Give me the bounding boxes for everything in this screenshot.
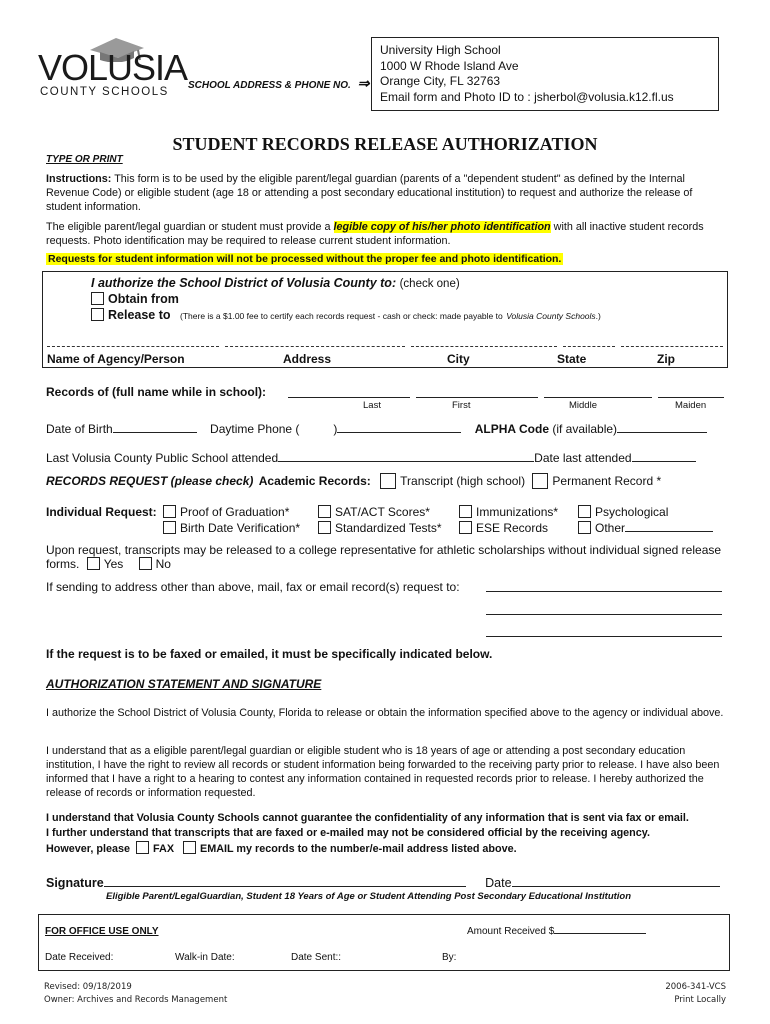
sat-act-checkbox[interactable] bbox=[318, 505, 331, 518]
birth-date-checkbox[interactable] bbox=[163, 521, 176, 534]
individual-col-1: Proof of Graduation* Birth Date Verification* bbox=[163, 504, 300, 536]
auth-bold-block: I understand that Volusia County Schools cannot guarantee the confidentiality of any information that is sent via fax or email. I further understand that transcripts that are faxed or e-mailed may not be considered official by the receiving agency. However, please FAX EMAIL my records to the number/e-mail address listed above. bbox=[46, 812, 689, 855]
label-last: Last bbox=[363, 400, 381, 411]
signature-note: Eligible Parent/LegalGuardian, Student 18 Years of Age or Student Attending Post Secondary Educational Institution bbox=[106, 891, 632, 902]
release-option[interactable]: Release to (There is a $1.00 fee to certify each records request - cash or check: made payable to Volusia County Schools.) bbox=[91, 308, 601, 322]
obtain-checkbox[interactable] bbox=[91, 292, 104, 305]
other-checkbox[interactable] bbox=[578, 521, 591, 534]
sending-other-label: If sending to address other than above, mail, fax or email record(s) request to: bbox=[46, 580, 460, 594]
fax-checkbox[interactable] bbox=[136, 841, 149, 854]
athletic-paragraph: Upon request, transcripts may be released to a college representative for athletic scholarships without individual signed release forms. Yes No bbox=[46, 543, 722, 571]
label-first: First bbox=[452, 400, 471, 411]
footer-left: Revised: 09/18/2019 Owner: Archives and Records Management bbox=[44, 982, 228, 1005]
individual-request-label: Individual Request: bbox=[46, 505, 157, 519]
auth-paragraph-1: I authorize the School District of Volusia County, Florida to release or obtain the information specified above to the agency or individual above. bbox=[46, 707, 724, 719]
walkin-date: Walk-in Date: bbox=[175, 952, 235, 963]
footer-right: 2006-341-VCS Print Locally bbox=[665, 982, 726, 1005]
address-line: Orange City, FL 32763 bbox=[380, 74, 501, 88]
amount-field[interactable] bbox=[554, 933, 646, 934]
authorize-lead: I authorize the School District of Volusia County to: (check one) bbox=[91, 276, 460, 290]
photo-id-paragraph: The eligible parent/legal guardian or student must provide a legible copy of his/her photo identification with all inactive student records requests. Photo identification may be required to release current student information. bbox=[46, 221, 704, 247]
no-checkbox[interactable] bbox=[139, 557, 152, 570]
label-maiden: Maiden bbox=[675, 400, 707, 411]
col-city: City bbox=[447, 352, 470, 366]
col-zip: Zip bbox=[657, 352, 675, 366]
dob-row: Date of Birth Daytime Phone ( ) ALPHA Code (if available) bbox=[46, 422, 707, 436]
signature-field[interactable] bbox=[104, 886, 466, 887]
office-heading: FOR OFFICE USE ONLY bbox=[45, 926, 159, 937]
date-last-field[interactable] bbox=[632, 461, 696, 462]
permanent-record-checkbox[interactable] bbox=[532, 473, 548, 489]
address-line: 1000 W Rhode Island Ave bbox=[380, 58, 519, 73]
phone-field[interactable] bbox=[337, 432, 461, 433]
release-checkbox[interactable] bbox=[91, 308, 104, 321]
individual-col-4: Psychological Other bbox=[578, 504, 713, 536]
proof-graduation-checkbox[interactable] bbox=[163, 505, 176, 518]
last-school-field[interactable] bbox=[278, 461, 534, 462]
logo-county-schools: COUNTY SCHOOLS bbox=[40, 86, 169, 98]
standardized-checkbox[interactable] bbox=[318, 521, 331, 534]
ese-checkbox[interactable] bbox=[459, 521, 472, 534]
label-middle: Middle bbox=[569, 400, 597, 411]
individual-col-2: SAT/ACT Scores* Standardized Tests* bbox=[318, 504, 442, 536]
by-label: By: bbox=[442, 952, 457, 963]
fee-notice: Requests for student information will not be processed without the proper fee and photo identification. bbox=[48, 253, 562, 265]
type-or-print: TYPE OR PRINT bbox=[46, 154, 123, 165]
alpha-code-field[interactable] bbox=[617, 432, 707, 433]
date-sent: Date Sent:: bbox=[291, 952, 342, 963]
photo-id-highlight: legible copy of his/her photo identification bbox=[333, 221, 551, 233]
form-title: STUDENT RECORDS RELEASE AUTHORIZATION bbox=[172, 134, 598, 154]
records-of-label: Records of (full name while in school): bbox=[46, 385, 267, 399]
signature-row: Signature Date bbox=[46, 876, 720, 890]
col-address: Address bbox=[283, 352, 332, 366]
full-name-field[interactable] bbox=[288, 397, 724, 398]
office-use-box bbox=[38, 914, 730, 971]
school-address-box bbox=[371, 37, 719, 111]
date-received: Date Received: bbox=[45, 952, 114, 963]
auth-paragraph-2: I understand that as a eligible parent/legal guardian or eligible student who is 18 years of age or attending a post secondary education institution, I have the right to review all records or student information being forwarded to the receiving party prior to release. I have also been informed that I have a right to a hearing to contest any information contained in requested records prior to release. I hereby authorized the release of records or information requested. bbox=[46, 745, 720, 799]
email-checkbox[interactable] bbox=[183, 841, 196, 854]
school-address-label: SCHOOL ADDRESS & PHONE NO. ⇒ bbox=[188, 75, 370, 91]
yes-checkbox[interactable] bbox=[87, 557, 100, 570]
sending-address-line-3[interactable] bbox=[486, 636, 722, 637]
sending-address-line-2[interactable] bbox=[486, 614, 722, 615]
fax-email-note: If the request is to be faxed or emailed, it must be specifically indicated below. bbox=[46, 647, 493, 661]
address-line: University High School bbox=[380, 43, 501, 57]
dob-field[interactable] bbox=[113, 432, 197, 433]
sending-address-line-1[interactable] bbox=[486, 591, 722, 592]
last-school-row: Last Volusia County Public School attended Date last attended bbox=[46, 451, 696, 465]
signature-date-field[interactable] bbox=[512, 886, 720, 887]
psychological-checkbox[interactable] bbox=[578, 505, 591, 518]
agency-line[interactable] bbox=[47, 346, 721, 347]
records-request-row: RECORDS REQUEST (please check) Academic Records: Transcript (high school) Permanent Record * bbox=[46, 474, 662, 488]
individual-col-3: Immunizations* ESE Records bbox=[459, 504, 558, 536]
other-field[interactable] bbox=[625, 531, 713, 532]
amount-received: Amount Received $ bbox=[467, 926, 646, 937]
col-agency: Name of Agency/Person bbox=[47, 352, 185, 366]
col-state: State bbox=[557, 352, 587, 366]
immunizations-checkbox[interactable] bbox=[459, 505, 472, 518]
address-email: Email form and Photo ID to : jsherbol@volusia.k12.fl.us bbox=[380, 89, 674, 104]
logo-volusia: VOLUSIA bbox=[38, 47, 188, 88]
instructions: Instructions: This form is to be used by the eligible parent/legal guardian (parents of a "dependent student" as defined by the Internal Revenue Code) or eligible student (age 18 or attending a post secondary educational institution) to request and authorize the release of student information. bbox=[46, 173, 693, 213]
auth-heading: AUTHORIZATION STATEMENT AND SIGNATURE bbox=[46, 677, 322, 691]
logo bbox=[38, 36, 188, 98]
transcript-checkbox[interactable] bbox=[380, 473, 396, 489]
authorization-box bbox=[42, 271, 728, 368]
obtain-option[interactable]: Obtain from bbox=[91, 292, 179, 306]
arrow-icon: ⇒ bbox=[357, 75, 370, 91]
